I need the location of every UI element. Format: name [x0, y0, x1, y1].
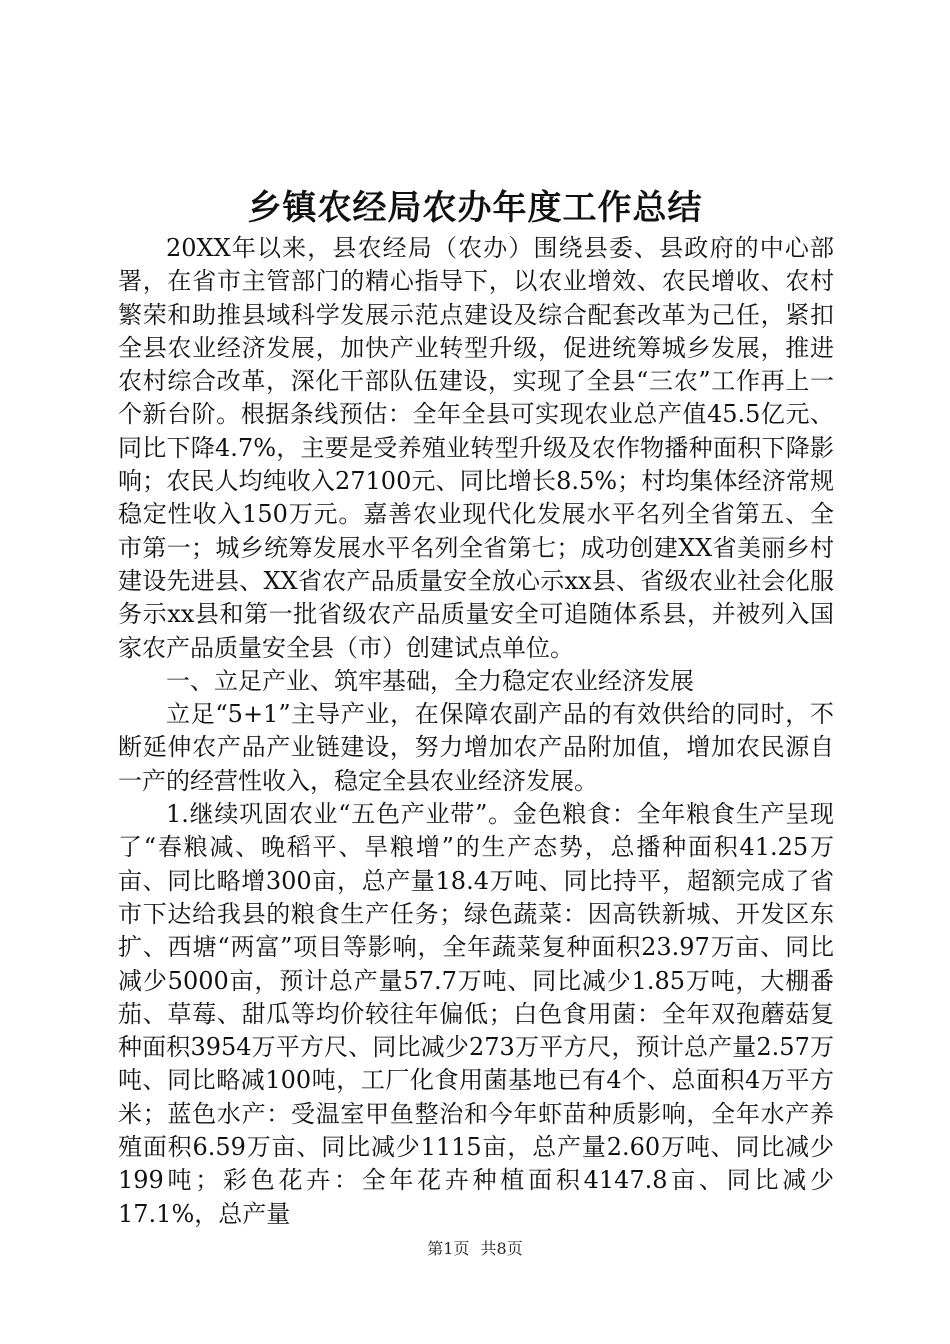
document-title: 乡镇农经局农办年度工作总结 [247, 188, 703, 228]
page-total: 共8页 [480, 1239, 523, 1258]
document-body [118, 232, 834, 1231]
page-footer [0, 1236, 950, 1259]
intro-paragraph: 20XX年以来，县农经局（农办）围绕县委、县政府的中心部署，在省市主管部门的精心指导下，以农业增效、农民增收、农村繁荣和助推县域科学发展示范点建设及综合配套改革为己任，紧扣全县农业经济发展，加快产业转型升级，促进统筹城乡发展，推进农村综合改革，深化干部队伍建设，实现了全县“三农”工作再上一个新台阶。根据条线预估：全年全县可实现农业总产值45.5亿元、同比下降4.7%，主要是受养殖业转型升级及农作物播种面积下降影响；农民人均纯收入27100元、同比增长8.5%；村均集体经济常规稳定性收入150万元。嘉善农业现代化发展水平名列全省第五、全市第一；城乡统筹发展水平名列全省第七；成功创建XX省美丽乡村建设先进县、XX省农产品质量安全放心示xx县、省级农业社会化服务示xx县和第一批省级农产品质量安全可追随体系县，并被列入国家农产品质量安全县（市）创建试点单位。 [118, 234, 834, 662]
section-heading-1: 一、立足产业、筑牢基础，全力稳定农业经济发展 [166, 666, 694, 695]
item-1-paragraph: 1.继续巩固农业“五色产业带”。金色粮食：全年粮食生产呈现了“春粮减、晚稻平、旱粮增”的生产态势，总播种面积41.25万亩、同比略增300亩，总产量18.4万吨、同比持平，超额完成了省市下达给我县的粮食生产任务；绿色蔬菜：因高铁新城、开发区东扩、西塘“两富”项目等影响，全年蔬菜复种面积23.97万亩、同比减少5000亩，预计总产量57.7万吨、同比减少1.85万吨，大棚番茄、草莓、甜瓜等均价较往年偏低；白色食用菌：全年双孢蘑菇复种面积3954万平方尺、同比减少273万平方尺，预计总产量2.57万吨、同比略减100吨，工厂化食用菌基地已有4个、总面积4万平方米；蓝色水产：受温室甲鱼整治和今年虾苗种质影响，全年水产养殖面积6.59万亩、同比减少1115亩，总产量2.60万吨、同比减少199吨；彩色花卉：全年花卉种植面积4147.8亩、同比减少17.1%，总产量 [118, 800, 834, 1228]
section-1-paragraph: 立足“5+1”主导产业，在保障农副产品的有效供给的同时，不断延伸农产品产业链建设，努力增加农产品附加值，增加农民源自一产的经营性收入，稳定全县农业经济发展。 [118, 700, 834, 795]
page-number: 第1页 [427, 1239, 470, 1258]
